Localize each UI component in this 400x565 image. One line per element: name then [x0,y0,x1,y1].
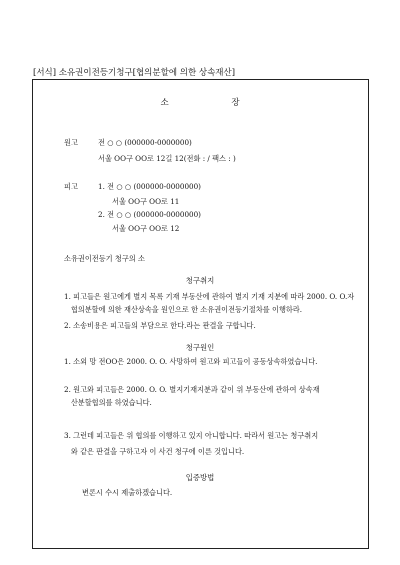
defendant-2-address: 서울 OO구 OO로 12 [112,224,180,233]
plaintiff-address: 서울 OO구 OO로 12길 12(전화 : / 팩스 : ) [98,154,236,163]
evidence-heading: 입증방법 [185,473,215,482]
plaintiff-name: 전 ○ ○ (000000-0000000) [98,138,192,147]
case-name: 소유권이전등기 청구의 소 [64,254,145,263]
document-title: 소 장 [160,98,270,108]
claim-cause-paragraph-3-line: 와 같은 판결을 구하고자 이 사건 청구에 이른 것입니다. [64,447,245,456]
defendant-2-name: 2. 전 ○ ○ (000000-0000000) [98,210,201,219]
evidence-line: 변론시 수시 제출하겠습니다. [82,488,173,497]
claim-cause-paragraph-1: 1. 소외 망 전OO은 2000. O. O. 사망하여 원고와 피고들이 공동상속하였습니다. [64,357,318,366]
claim-purpose-line: 협의분할에 의한 재산상속을 원인으로 한 소유권이전등기절차를 이행하라. [64,305,303,314]
claim-cause-paragraph-2-line: 2. 원고와 피고들은 2000. O. O. 별지기재지분과 같이 위 부동산에 관하여 상속재 [64,385,320,394]
claim-cause-heading: 청구원인 [185,343,215,352]
defendant-role-label: 피고 [64,182,78,191]
claim-purpose-heading: 청구취지 [185,276,215,285]
claim-purpose-line: 2. 소송비용은 피고들의 부담으로 한다.라는 판결을 구합니다. [64,321,256,330]
claim-purpose-line: 1. 피고들은 원고에게 별지 목록 기재 부동산에 관하여 별지 기재 지분에 따라 2000. O. O.자 [64,292,355,301]
claim-cause-paragraph-3-line: 3. 그런데 피고들은 위 협의를 이행하고 있지 아니합니다. 따라서 원고는 청구취지 [64,431,319,440]
form-label: [서식] 소유권이전등기청구[협의분할에 의한 상속재산] [33,68,236,78]
plaintiff-role-label: 원고 [64,138,78,147]
defendant-1-address: 서울 OO구 OO로 11 [112,197,180,206]
defendant-1-name: 1. 전 ○ ○ (000000-0000000) [98,182,201,191]
claim-cause-paragraph-2-line: 산분할협의를 하였습니다. [64,398,152,407]
